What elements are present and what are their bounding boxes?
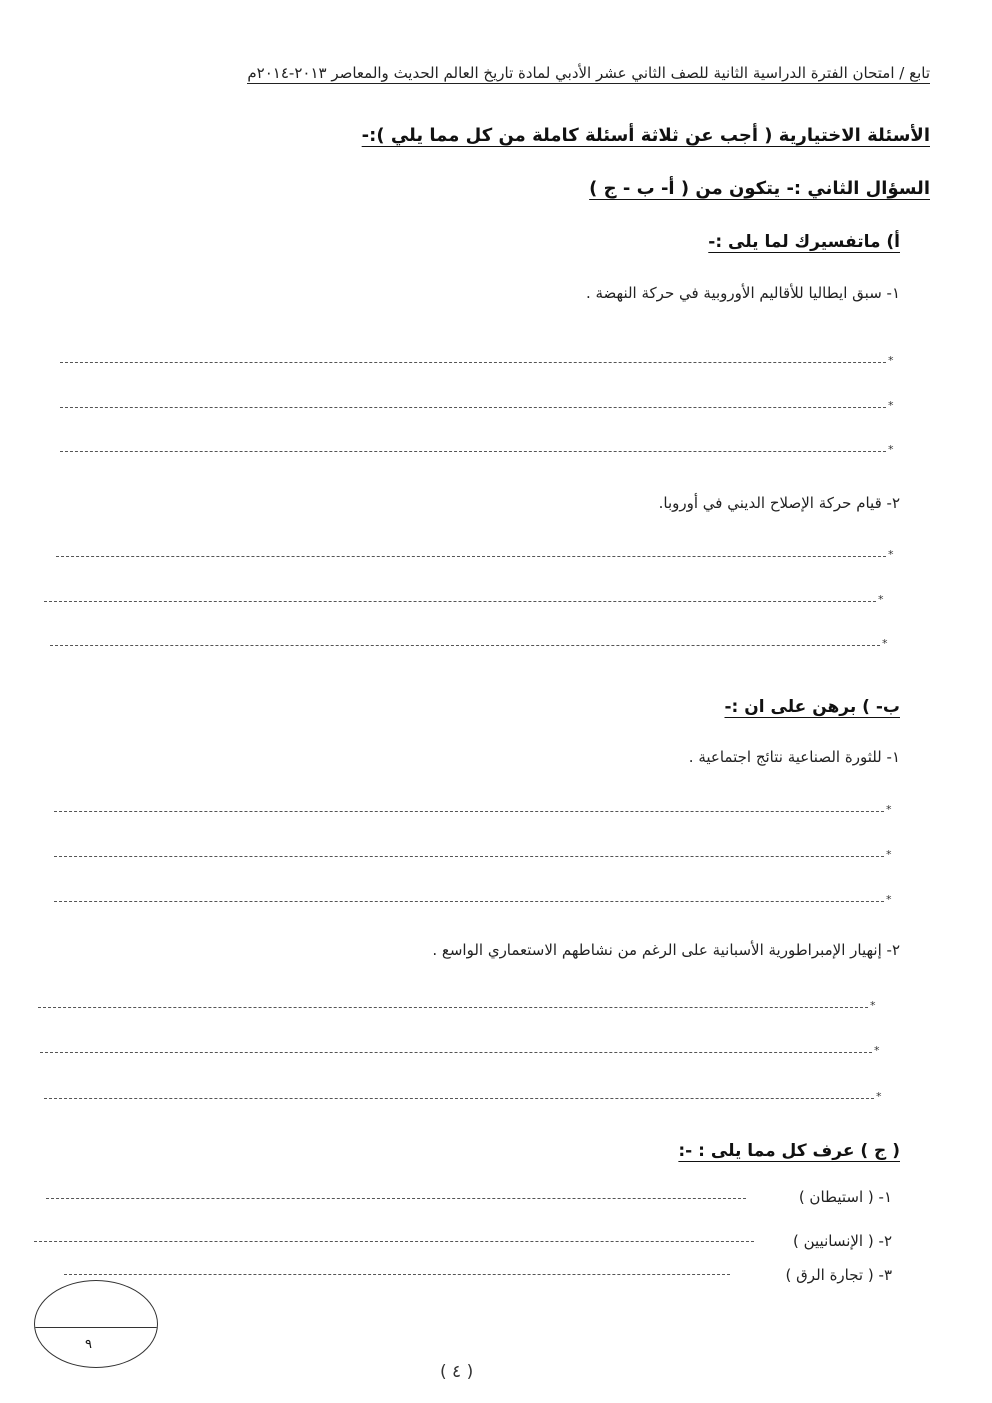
part-a-item-1: ١- سبق ايطاليا للأقاليم الأوروبية في حركة النهضة . — [585, 284, 900, 302]
grade-circle — [34, 1280, 158, 1368]
answer-line — [60, 362, 886, 363]
answer-marker: * — [888, 548, 894, 561]
answer-line — [56, 556, 886, 557]
answer-line — [54, 901, 884, 902]
answer-line — [60, 451, 886, 452]
answer-line — [64, 1274, 730, 1275]
answer-line — [40, 1052, 872, 1053]
definition-row-1 — [799, 1188, 892, 1206]
answer-marker: * — [876, 1090, 882, 1103]
part-a-title: أ) ماتفسيرك لما يلى :- — [708, 232, 900, 252]
part-b-item-2: ٢- إنهيار الإمبراطورية الأسبانية على الرغم من نشاطهم الاستعماري الواسع . — [432, 941, 900, 959]
answer-marker: * — [878, 593, 884, 606]
part-a-item-2: ٢- قيام حركة الإصلاح الديني في أوروبا. — [658, 494, 900, 512]
answer-marker: * — [870, 999, 876, 1012]
definition-row-3 — [786, 1266, 892, 1284]
answer-line — [44, 601, 876, 602]
answer-line — [44, 1098, 874, 1099]
definition-row-2 — [793, 1232, 892, 1250]
definition-term: ( تجارة الرق ) — [785, 1266, 874, 1284]
answer-marker: * — [886, 803, 892, 816]
answer-line — [46, 1198, 746, 1199]
part-b-item-1: ١- للثورة الصناعية نتائج اجتماعية . — [688, 748, 900, 766]
answer-marker: * — [888, 354, 894, 367]
definition-term: ( استيطان ) — [798, 1188, 874, 1206]
grade-divider — [35, 1327, 157, 1328]
definition-number: ٢- — [878, 1232, 892, 1250]
answer-line — [34, 1241, 754, 1242]
answer-marker: * — [882, 637, 888, 650]
answer-line — [60, 407, 886, 408]
part-b-title: ب- ) برهن على ان :- — [724, 697, 900, 717]
definition-number: ١- — [878, 1188, 892, 1206]
grade-mark: ٩ — [85, 1337, 92, 1352]
page-number: ( ٤ ) — [440, 1362, 474, 1382]
question-title: السؤال الثاني :- يتكون من ( أ- ب - ج ) — [589, 178, 930, 199]
answer-line — [50, 645, 880, 646]
answer-line — [54, 811, 884, 812]
answer-marker: * — [886, 848, 892, 861]
answer-marker: * — [888, 399, 894, 412]
definition-number: ٣- — [878, 1266, 892, 1284]
part-c-title: ( ج ) عرف كل مما يلى : -: — [678, 1141, 900, 1161]
answer-line — [54, 856, 884, 857]
definition-term: ( الإنسانيين ) — [792, 1232, 874, 1250]
answer-marker: * — [874, 1044, 880, 1057]
answer-line — [38, 1007, 868, 1008]
answer-marker: * — [888, 443, 894, 456]
instructions-heading: الأسئلة الاختيارية ( أجب عن ثلاثة أسئلة كاملة من كل مما يلي ):- — [361, 125, 930, 146]
answer-marker: * — [886, 893, 892, 906]
exam-header: تابع / امتحان الفترة الدراسية الثانية للصف الثاني عشر الأدبي لمادة تاريخ العالم الحديث والمعاصر ٢٠١٣-٢٠١٤م — [247, 64, 930, 82]
